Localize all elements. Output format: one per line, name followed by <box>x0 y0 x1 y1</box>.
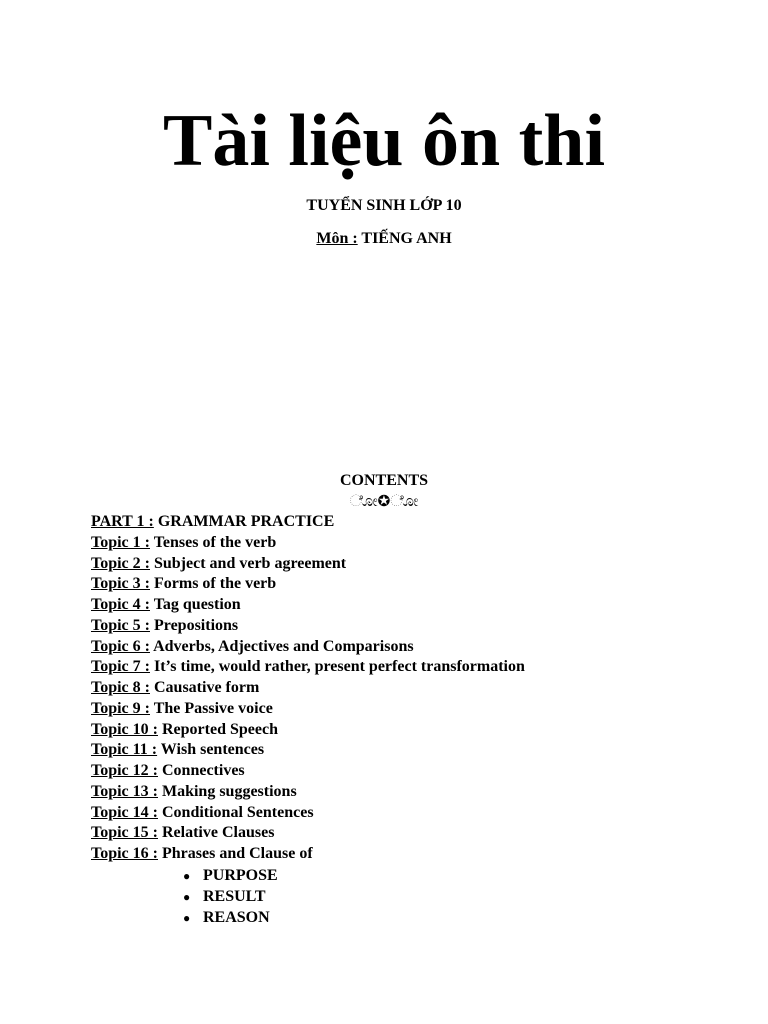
bullet-text: PURPOSE <box>203 867 278 884</box>
toc-item <box>91 616 525 637</box>
topic-16-subitems <box>183 866 278 928</box>
subject-value: TIẾNG ANH <box>357 230 452 247</box>
ornament-divider: ೋ✪ೋ <box>349 491 419 510</box>
toc-item <box>91 803 525 824</box>
document-subtitle: TUYỂN SINH LỚP 10 <box>306 197 462 214</box>
bullet-item <box>183 887 278 908</box>
toc-item-text: Causative form <box>149 679 260 696</box>
toc-item-text: It’s time, would rather, present perfect transformation <box>149 658 525 676</box>
toc-item-label: Topic 13 : <box>91 782 158 800</box>
toc-item-label: Topic 16 : <box>91 845 158 862</box>
toc-item-label: Topic 7 : <box>91 658 150 676</box>
toc-item-label: Topic 15 : <box>91 824 158 842</box>
toc-item <box>91 574 525 595</box>
toc-item-label: Topic 5 : <box>91 616 150 634</box>
toc-item-text: Tenses of the verb <box>149 533 277 551</box>
toc-item-text: The Passive voice <box>149 699 273 717</box>
bullet-item <box>183 866 278 887</box>
toc-item-label: Topic 10 : <box>91 720 158 738</box>
bullet-text: RESULT <box>203 887 266 905</box>
toc-item-text: Tag question <box>149 596 241 613</box>
toc-item <box>91 720 525 741</box>
toc-item-text: GRAMMAR PRACTICE <box>153 513 335 530</box>
toc-item <box>91 595 525 616</box>
table-of-contents <box>91 512 525 865</box>
toc-item-label: Topic 14 : <box>91 803 158 821</box>
toc-item-text: Adverbs, Adjectives and Comparisons <box>149 637 414 655</box>
toc-item-text: Conditional Sentences <box>157 803 314 821</box>
toc-item-label: Topic 11 : <box>91 741 158 759</box>
contents-heading: CONTENTS <box>339 472 429 489</box>
toc-item <box>91 533 525 554</box>
subject-label: Môn : <box>316 230 358 247</box>
toc-item-label: Topic 2 : <box>91 554 150 572</box>
toc-item <box>91 512 525 533</box>
toc-item <box>91 761 525 782</box>
toc-item-label: Topic 6 : <box>91 637 150 655</box>
bullet-icon: ● <box>183 910 191 925</box>
toc-item <box>91 823 525 844</box>
bullet-text: REASON <box>203 908 270 926</box>
toc-item-text: Reported Speech <box>157 720 278 738</box>
toc-item-label: Topic 3 : <box>91 575 150 593</box>
toc-item <box>91 782 525 803</box>
toc-item-label: Topic 1 : <box>91 533 150 551</box>
toc-item <box>91 678 525 699</box>
toc-item <box>91 740 525 761</box>
toc-item-label: Topic 9 : <box>91 699 150 717</box>
bullet-icon: ● <box>183 889 191 904</box>
bullet-item <box>183 908 278 929</box>
toc-item-label: PART 1 : <box>91 513 154 530</box>
toc-item <box>91 554 525 575</box>
bullet-icon: ● <box>183 869 191 883</box>
toc-item-text: Phrases and Clause of <box>157 845 313 862</box>
toc-item <box>91 699 525 720</box>
toc-item <box>91 657 525 678</box>
toc-item-label: Topic 8 : <box>91 679 150 696</box>
toc-item-text: Wish sentences <box>157 741 265 759</box>
toc-item-text: Prepositions <box>149 616 239 634</box>
subject-line <box>0 229 768 249</box>
toc-item-text: Forms of the verb <box>149 575 277 593</box>
toc-item-text: Subject and verb agreement <box>149 554 347 572</box>
toc-item-label: Topic 4 : <box>91 596 150 613</box>
toc-item <box>91 637 525 658</box>
toc-item-text: Relative Clauses <box>157 824 275 842</box>
toc-item-label: Topic 12 : <box>91 762 158 779</box>
toc-item-text: Connectives <box>157 762 245 779</box>
document-title: Tài liệu ôn thi <box>162 100 606 182</box>
toc-item-text: Making suggestions <box>157 782 297 800</box>
toc-item <box>91 844 525 865</box>
